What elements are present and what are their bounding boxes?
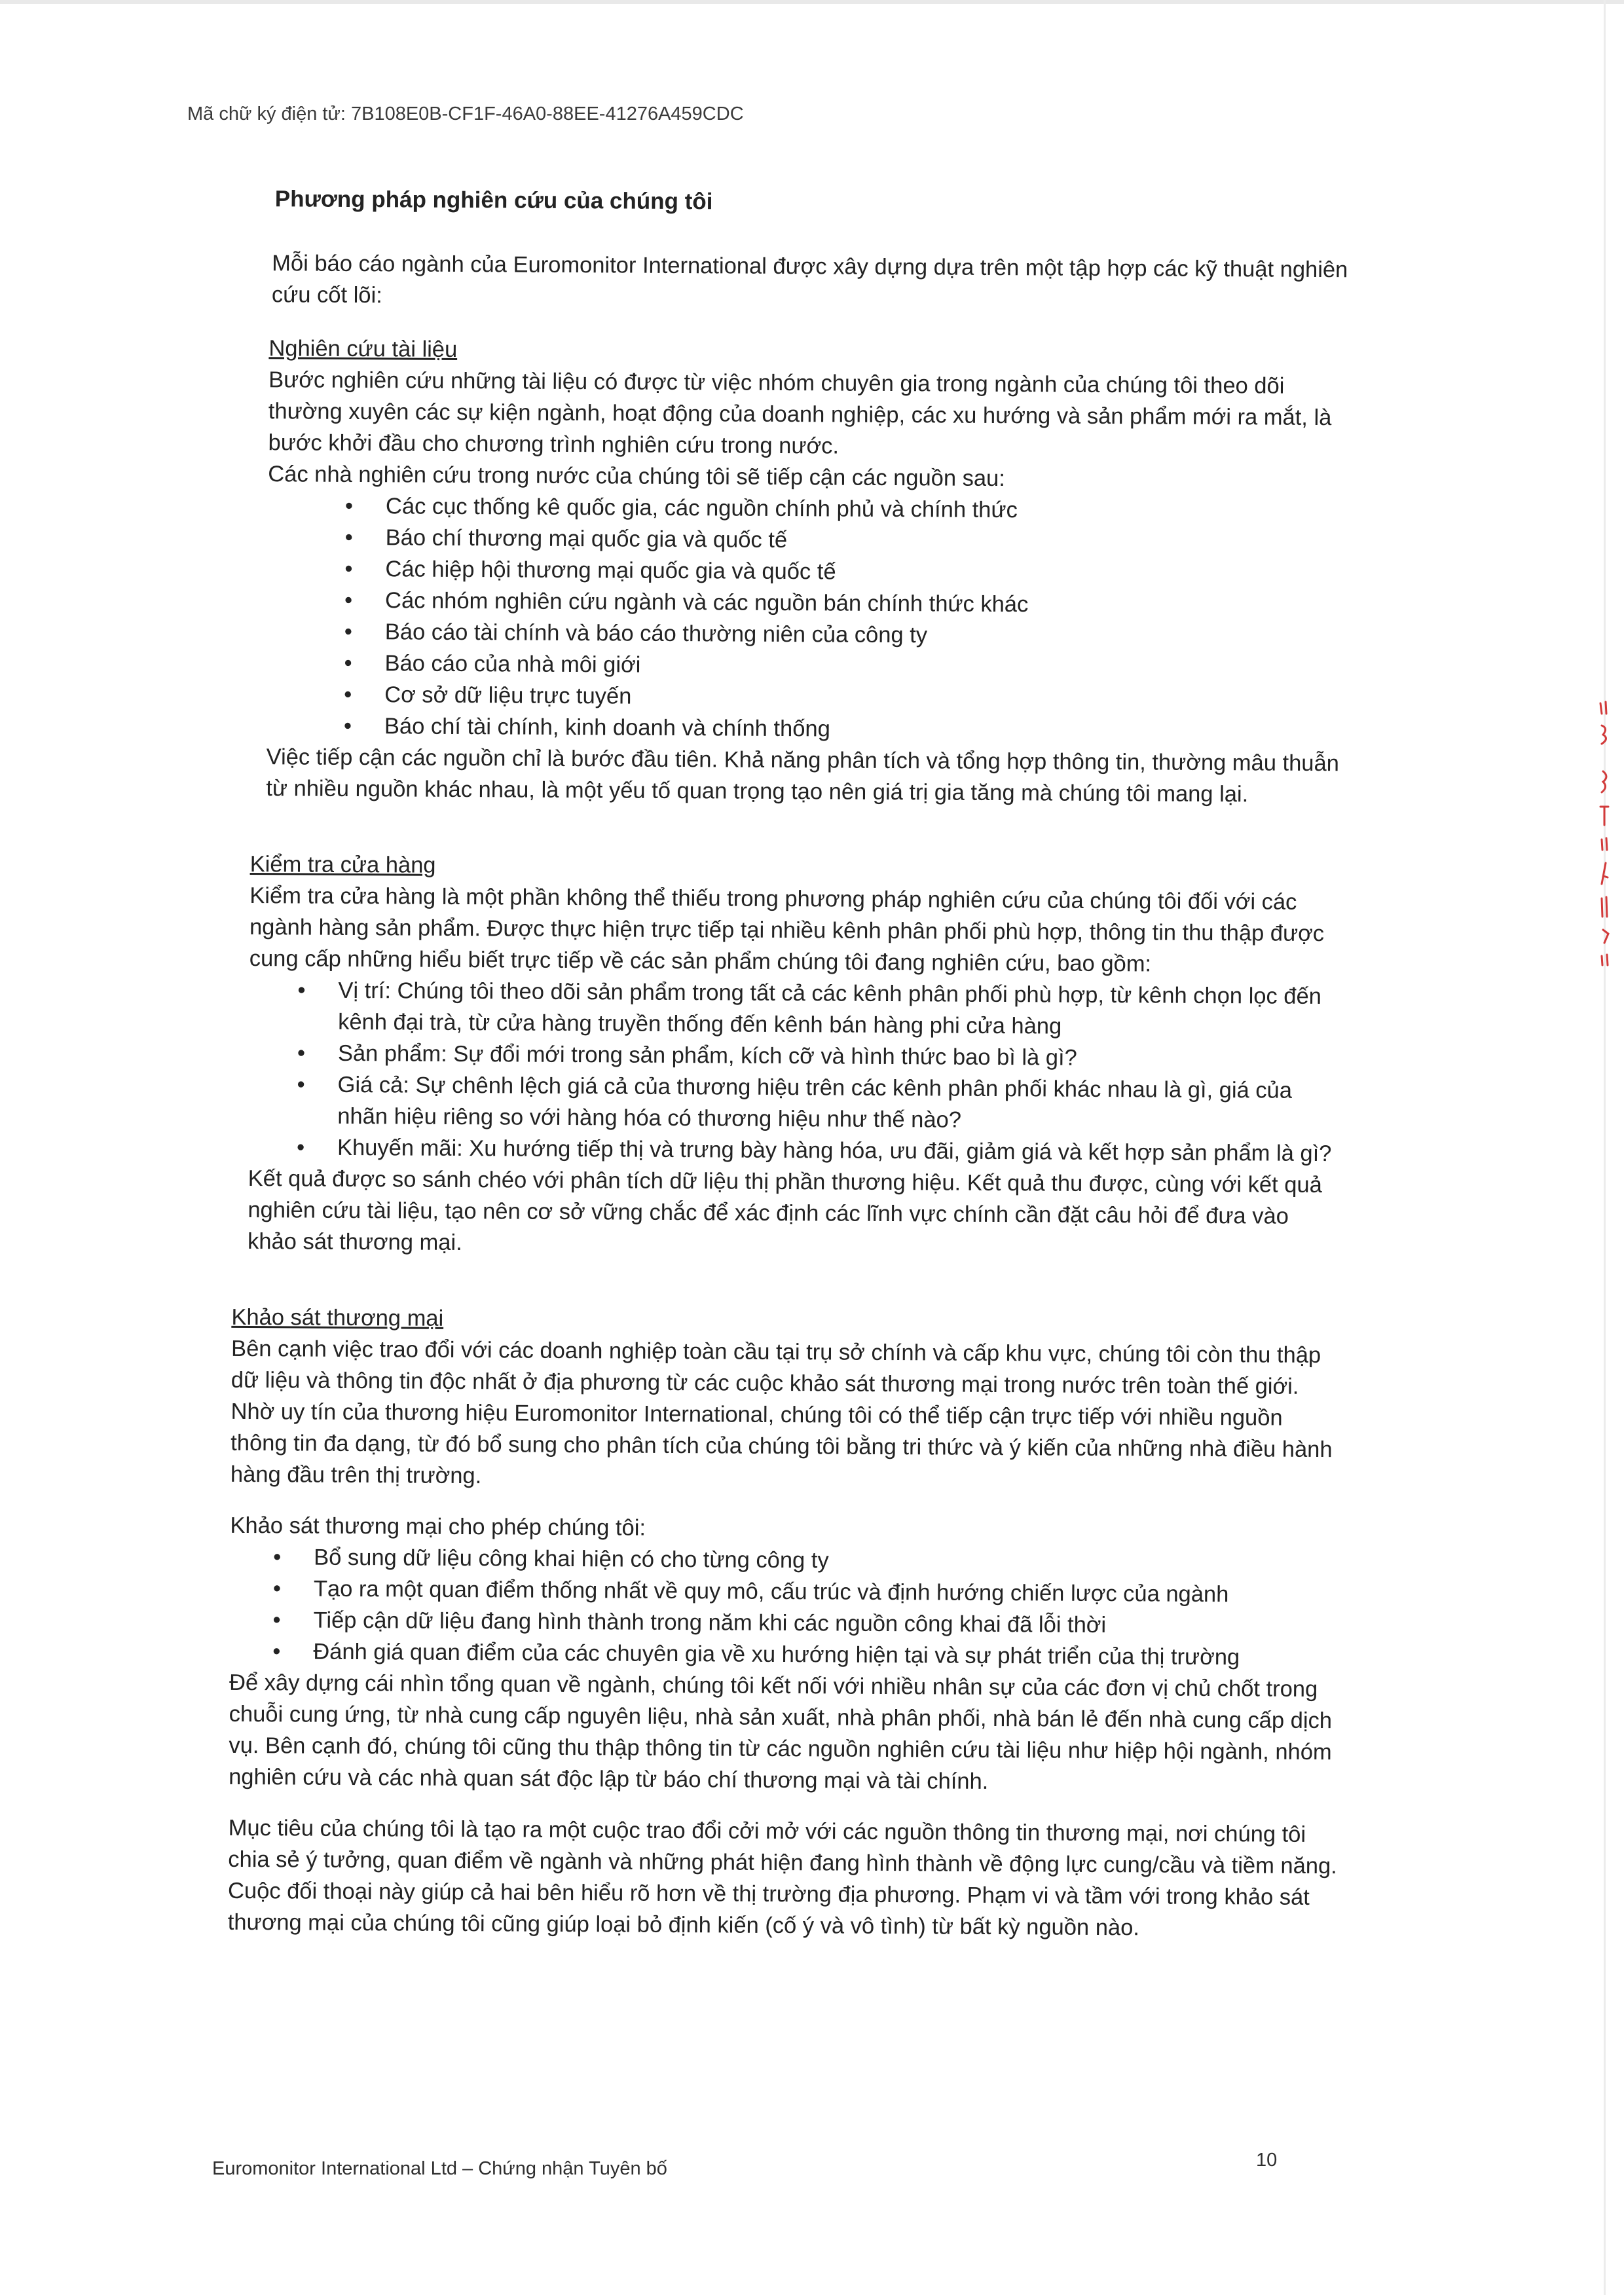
bullet-icon: • (344, 650, 352, 676)
section-trade-survey (228, 1302, 1342, 1945)
list-item: • Báo chí tài chính, kinh doanh và chính thống (384, 710, 1346, 748)
signature-code: Mã chữ ký điện tử: 7B108E0B-CF1F-46A0-88EE-41276A459CDC (187, 103, 744, 124)
page-heading: Phương pháp nghiên cứu của chúng tôi (274, 186, 713, 215)
desk-research-para-2: Các nhà nghiên cứu trong nước của chúng tôi sẽ tiếp cận các nguồn sau: (268, 462, 1006, 492)
page-number: 10 (1256, 2150, 1278, 2171)
stamp-mark (1602, 955, 1608, 965)
bullet-icon: • (297, 978, 306, 1003)
list-item: • Các hiệp hội thương mại quốc gia và quốc tế (385, 553, 1346, 591)
bullet-icon: • (344, 682, 352, 707)
bullet-icon: • (272, 1607, 281, 1633)
list-item: • Các cục thống kê quốc gia, các nguồn chính phủ và chính thức (386, 490, 1347, 528)
bullet-icon: • (344, 587, 353, 613)
list-item: • Tiếp cận dữ liệu đang hình thành trong năm khi các nguồn công khai đã lỗi thời (313, 1605, 1340, 1643)
stamp-mark (1602, 838, 1607, 850)
list-item: • Cơ sở dữ liệu trực tuyến (384, 679, 1346, 716)
list-item: • Đánh giá quan điểm của các chuyên gia về xu hướng hiện tại và sự phát triển của thị trường (313, 1636, 1340, 1674)
bullet-icon: • (344, 556, 353, 581)
bullet-icon: • (344, 619, 353, 644)
stamp-mark (1602, 725, 1606, 744)
bullet-icon: • (272, 1576, 282, 1602)
list-item: • Báo chí thương mại quốc gia và quốc tế (386, 522, 1347, 559)
scan-edge-top (0, 0, 1624, 4)
list-item: • Giá cả: Sự chênh lệch giá cả của thương hiệu trên các kênh phân phối khác nhau là gì, giá của nhãn hiệu riêng so với hàng hóa có thương hiệu như thế nào? (337, 1069, 1344, 1138)
bullet-icon: • (272, 1639, 281, 1664)
bullet-icon: • (297, 1072, 305, 1097)
section-title-desk-research: Nghiên cứu tài liệu (268, 336, 458, 362)
trade-survey-list (229, 1541, 1340, 1674)
intro-paragraph: Mỗi báo cáo ngành của Euromonitor International được xây dựng dựa trên một tập hợp các kỹ thuật nghiên cứu cốt lõi: (271, 251, 1348, 308)
trade-survey-para-4: Mục tiêu của chúng tôi là tạo ra một cuộc trao đổi cởi mở với các nguồn thông tin thương mại, nơi chúng tôi chia sẻ ý tưởng, quan điểm về ngành và những phát hiện đang hình thành về động lực cung/cầu và tiềm năng. Cuộc đối thoại này giúp cả hai bên hiểu rõ hơn về thị trường địa phương. Phạm vi và tầm với trong khảo sát thương mại của chúng tôi cũng giúp loại bỏ định kiến (cố ý và vô tình) từ bất kỳ nguồn nào. (227, 1815, 1337, 1941)
bullet-icon: • (273, 1545, 282, 1570)
store-checks-para-1: Kiểm tra cửa hàng là một phần không thể thiếu trong phương pháp nghiên cứu của chúng tôi đối với các ngành hàng sản phẩm. Được thực hiện trực tiếp tại nhiều kênh phân phối phù hợp, thông tin thu thập được cung cấp những hiểu biết trực tiếp về các sản phẩm chúng tôi đang nghiên cứu, bao gồm: (249, 883, 1325, 977)
list-item: • Tạo ra một quan điểm thống nhất về quy mô, cấu trúc và định hướng chiến lược của ngành (314, 1573, 1340, 1611)
bullet-icon: • (297, 1040, 306, 1066)
main-content (227, 183, 1349, 1945)
red-stamp-fragment (1598, 694, 1614, 982)
trade-survey-para-2: Khảo sát thương mại cho phép chúng tôi: (230, 1513, 646, 1541)
stamp-mark (1602, 897, 1607, 917)
trade-survey-para-3: Để xây dựng cái nhìn tổng quan về ngành, chúng tôi kết nối với nhiều nhân sự của các đơn vị chủ chốt trong chuỗi cung ứng, từ nhà cung cấp nguyên liệu, nhà sản xuất, nhà phân phối, nhà bán lẻ đến nhà cung cấp dịch vụ. Bên cạnh đó, chúng tôi cũng thu thập thông tin từ các nguồn nghiên cứu tài liệu như hiệp hội ngành, nhóm nghiên cứu và các nhà quan sát độc lập từ báo chí thương mại và tài chính. (229, 1670, 1333, 1794)
bullet-icon: • (296, 1135, 305, 1160)
store-checks-list (248, 974, 1344, 1169)
section-title-store-checks: Kiểm tra cửa hàng (249, 852, 436, 878)
desk-research-para-1: Bước nghiên cứu những tài liệu có được từ việc nhóm chuyên gia trong ngành của chúng tôi theo dõi thường xuyên các sự kiện ngành, hoạt động của doanh nghiệp, các xu hướng và sản phẩm mới ra mắt, là bước khởi đầu cho chương trình nghiên cứu trong nước. (268, 367, 1332, 459)
section-desk-research (266, 333, 1348, 811)
stamp-mark (1602, 771, 1606, 792)
desk-research-para-3: Việc tiếp cận các nguồn chỉ là bước đầu tiên. Khả năng phân tích và tổng hợp thông tin, thường mâu thuẫn từ nhiều nguồn khác nhau, là một yếu tố quan trọng tạo nên giá trị gia tăng mà chúng tôi mang lại. (266, 744, 1340, 807)
bullet-icon: • (344, 493, 354, 519)
list-item: • Sản phẩm: Sự đổi mới trong sản phẩm, kích cỡ và hình thức bao bì là gì? (338, 1038, 1344, 1075)
list-item: • Các nhóm nghiên cứu ngành và các nguồn bán chính thức khác (385, 585, 1346, 622)
trade-survey-para-1: Bên cạnh việc trao đổi với các doanh nghiệp toàn cầu tại trụ sở chính và cấp khu vực, chúng tôi còn thu thập dữ liệu và thông tin độc nhất ở địa phương từ các cuộc khảo sát thương mại trong nước trên toàn thế giới. Nhờ uy tín của thương hiệu Euromonitor International, chúng tôi có thể tiếp cận trực tiếp với nhiều nguồn thông tin đa dạng, từ đó bổ sung cho phân tích của chúng tôi bằng tri thức và ý kiến của những nhà điều hành hàng đầu trên thị trường. (230, 1336, 1333, 1489)
stamp-mark (1600, 702, 1606, 714)
stamp-mark (1600, 807, 1608, 825)
section-store-checks (248, 849, 1345, 1264)
list-item: • Báo cáo của nhà môi giới (384, 648, 1346, 685)
list-item: • Vị trí: Chúng tôi theo dõi sản phẩm trong tất cả các kênh phân phối phù hợp, từ kênh chọn lọc đến kênh đại trà, từ cửa hàng truyền thống đến kênh bán hàng phi cửa hàng (338, 975, 1344, 1044)
list-item: • Bổ sung dữ liệu công khai hiện có cho từng công ty (314, 1542, 1340, 1580)
list-item: • Khuyến mãi: Xu hướng tiếp thị và trưng bày hàng hóa, ưu đãi, giảm giá và kết hợp sản phẩm là gì? (337, 1132, 1343, 1169)
store-checks-para-2: Kết quả được so sánh chéo với phân tích dữ liệu thị phần thương hiệu. Kết quả thu được, cùng với kết quả nghiên cứu tài liệu, tạo nên cơ sở vững chắc để xác định các lĩnh vực chính cần đặt câu hỏi để đưa vào khảo sát thương mại. (248, 1166, 1322, 1256)
footer-company-note: Euromonitor International Ltd – Chứng nhận Tuyên bố (212, 2158, 667, 2179)
list-item: • Báo cáo tài chính và báo cáo thường niên của công ty (385, 616, 1346, 653)
stamp-mark (1602, 863, 1608, 884)
bullet-icon: • (343, 713, 352, 739)
sources-list (267, 490, 1347, 748)
section-title-trade-survey: Khảo sát thương mại (231, 1304, 444, 1331)
bullet-icon: • (344, 524, 353, 550)
scan-edge-right (1604, 0, 1606, 2295)
stamp-mark (1603, 930, 1608, 943)
